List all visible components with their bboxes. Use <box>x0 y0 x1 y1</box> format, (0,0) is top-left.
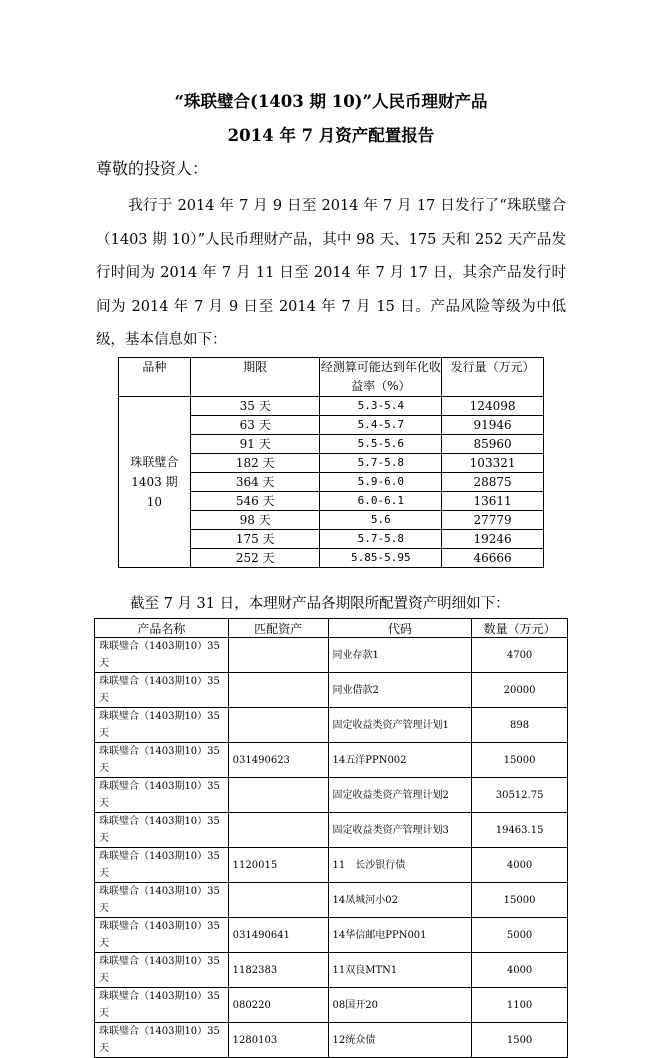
amount-cell: 19246 <box>442 530 544 549</box>
product-name-cell: 珠联璧合（1403期10）35天 <box>95 1023 229 1058</box>
col-header-name: 产品名称 <box>95 619 229 638</box>
term-cell: 63 天 <box>190 416 320 435</box>
asset-code-cell: 1280103 <box>228 1023 328 1058</box>
asset-name-cell: 同业借款2 <box>328 673 472 708</box>
table-row <box>119 397 544 416</box>
report-title-line2: 2014 年 7 月资产配置报告 <box>227 126 435 145</box>
amount-cell: 28875 <box>442 473 544 492</box>
asset-name-cell: 14凤城河小02 <box>328 883 472 918</box>
table-row <box>95 813 568 848</box>
quantity-cell: 1500 <box>472 1023 568 1058</box>
asset-code-cell: 031490641 <box>228 918 328 953</box>
salutation: 尊敬的投资人： <box>96 159 209 178</box>
amount-cell: 124098 <box>442 397 544 416</box>
yield-cell: 5.3-5.4 <box>320 397 442 416</box>
product-name-cell: 珠联璧合（1403期10）35天 <box>95 848 229 883</box>
asset-name-cell: 同业存款1 <box>328 638 472 673</box>
asset-name-cell: 12统众债 <box>328 1023 472 1058</box>
quantity-cell: 5000 <box>472 918 568 953</box>
amount-cell: 103321 <box>442 454 544 473</box>
term-cell: 175 天 <box>190 530 320 549</box>
table-row <box>95 673 568 708</box>
table-header-row <box>119 358 544 397</box>
quantity-cell: 4000 <box>472 848 568 883</box>
asset-name-cell: 14五洋PPN002 <box>328 743 472 778</box>
yield-cell: 5.7-5.8 <box>320 454 442 473</box>
col-header-asset: 匹配资产 <box>228 619 328 638</box>
product-name-cell: 珠联璧合1403 期 10 <box>119 397 191 568</box>
asset-name-cell: 08国开20 <box>328 988 472 1023</box>
quantity-cell: 4700 <box>472 638 568 673</box>
table-row <box>95 848 568 883</box>
product-name-cell: 珠联璧合（1403期10）35天 <box>95 778 229 813</box>
table-row <box>95 638 568 673</box>
product-name-cell: 珠联璧合（1403期10）35天 <box>95 743 229 778</box>
yield-cell: 5.85-5.95 <box>320 549 442 568</box>
table-row <box>95 1023 568 1058</box>
amount-cell: 85960 <box>442 435 544 454</box>
quantity-cell: 15000 <box>472 743 568 778</box>
quantity-cell: 19463.15 <box>472 813 568 848</box>
amount-cell: 91946 <box>442 416 544 435</box>
yield-cell: 5.5-5.6 <box>320 435 442 454</box>
table-row <box>95 708 568 743</box>
asset-name-cell: 11 长沙银行债 <box>328 848 472 883</box>
quantity-cell: 30512.75 <box>472 778 568 813</box>
product-name-cell: 珠联璧合（1403期10）35天 <box>95 673 229 708</box>
col-header-qty: 数量（万元） <box>472 619 568 638</box>
asset-code-cell <box>228 813 328 848</box>
table-row <box>95 778 568 813</box>
product-name-cell: 珠联璧合（1403期10）35天 <box>95 813 229 848</box>
product-name-cell: 珠联璧合（1403期10）35天 <box>95 953 229 988</box>
table-row <box>95 953 568 988</box>
amount-cell: 46666 <box>442 549 544 568</box>
product-info-table <box>118 357 544 568</box>
quantity-cell: 898 <box>472 708 568 743</box>
product-name-cell: 珠联璧合（1403期10）35天 <box>95 988 229 1023</box>
asset-code-cell <box>228 778 328 813</box>
table-row <box>95 918 568 953</box>
term-cell: 98 天 <box>190 511 320 530</box>
asset-name-cell: 固定收益类资产管理计划3 <box>328 813 472 848</box>
asset-code-cell: 1182383 <box>228 953 328 988</box>
table-row <box>95 883 568 918</box>
product-name-cell: 珠联璧合（1403期10）35天 <box>95 638 229 673</box>
asset-code-cell: 031490623 <box>228 743 328 778</box>
yield-cell: 6.0-6.1 <box>320 492 442 511</box>
report-title-line1: “珠联璧合(1403 期 10)”人民币理财产品 <box>174 92 488 111</box>
asset-code-cell <box>228 708 328 743</box>
asset-code-cell: 1120015 <box>228 848 328 883</box>
col-header-yield: 经测算可能达到年化收益率（%） <box>320 358 442 397</box>
yield-cell: 5.6 <box>320 511 442 530</box>
term-cell: 364 天 <box>190 473 320 492</box>
yield-cell: 5.7-5.8 <box>320 530 442 549</box>
quantity-cell: 15000 <box>472 883 568 918</box>
asset-name-cell: 固定收益类资产管理计划1 <box>328 708 472 743</box>
term-cell: 546 天 <box>190 492 320 511</box>
product-name-cell: 珠联璧合（1403期10）35天 <box>95 918 229 953</box>
quantity-cell: 20000 <box>472 673 568 708</box>
col-header-amount: 发行量（万元） <box>442 358 544 397</box>
asset-detail-intro: 截至 7 月 31 日，本理财产品各期限所配置资产明细如下： <box>130 596 510 612</box>
term-cell: 91 天 <box>190 435 320 454</box>
table-row <box>95 988 568 1023</box>
col-header-term: 期限 <box>190 358 320 397</box>
intro-text: 我行于 2014 年 7 月 9 日至 2014 年 7 月 17 日发行了“珠联璧合（1403 期 10）”人民币理财产品，其中 98 天、175 天和 252 天产品发行时间为 2014 年 7 月 11 日至 2014 年 7 月 17 日，其余产品发行时间为 2014 年 7 月 9 日至 2014 年 7 月 15 日。产品风险等级为中低级，基本信息如下： <box>96 198 566 348</box>
amount-cell: 13611 <box>442 492 544 511</box>
col-header-code: 代码 <box>328 619 472 638</box>
asset-code-cell <box>228 673 328 708</box>
quantity-cell: 1100 <box>472 988 568 1023</box>
amount-cell: 27779 <box>442 511 544 530</box>
asset-name-cell: 固定收益类资产管理计划2 <box>328 778 472 813</box>
col-header-product: 品种 <box>119 358 191 397</box>
term-cell: 182 天 <box>190 454 320 473</box>
product-name-cell: 珠联璧合（1403期10）35天 <box>95 708 229 743</box>
asset-name-cell: 14华信邮电PPN001 <box>328 918 472 953</box>
yield-cell: 5.9-6.0 <box>320 473 442 492</box>
term-cell: 35 天 <box>190 397 320 416</box>
product-name-cell: 珠联璧合（1403期10）35天 <box>95 883 229 918</box>
asset-code-cell <box>228 638 328 673</box>
asset-name-cell: 11双良MTN1 <box>328 953 472 988</box>
asset-code-cell <box>228 883 328 918</box>
table-header-row <box>95 619 568 638</box>
intro-paragraph <box>96 190 566 358</box>
table-row <box>95 743 568 778</box>
asset-allocation-table <box>94 618 568 1058</box>
asset-code-cell: 080220 <box>228 988 328 1023</box>
yield-cell: 5.4-5.7 <box>320 416 442 435</box>
term-cell: 252 天 <box>190 549 320 568</box>
quantity-cell: 4000 <box>472 953 568 988</box>
